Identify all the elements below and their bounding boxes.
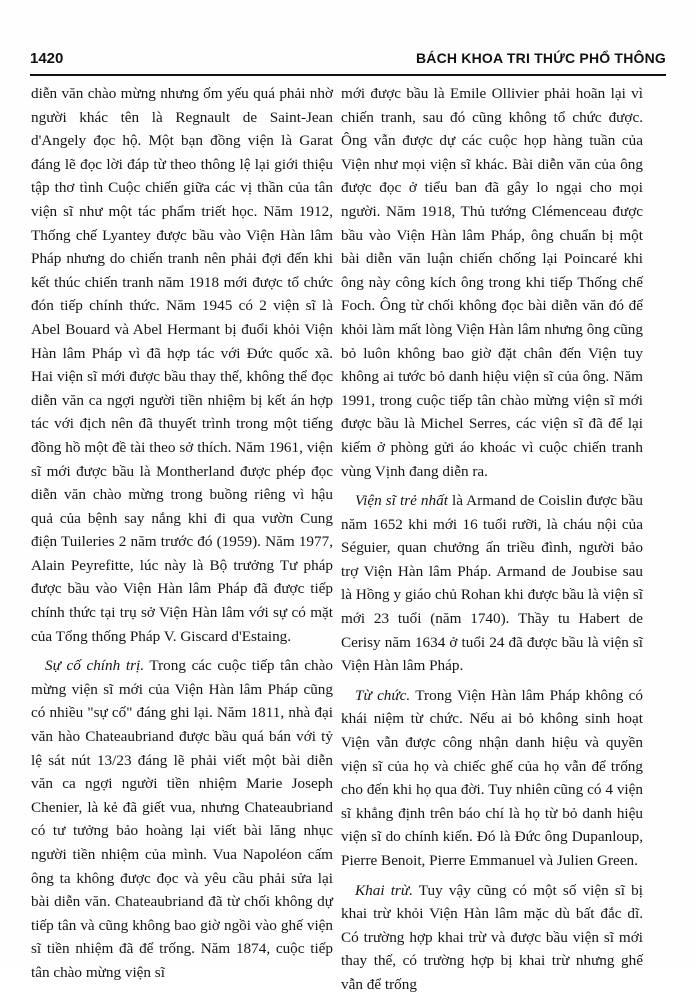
paragraph-youngest-member bbox=[341, 489, 643, 678]
paragraph-lead-resignation: Từ chức. bbox=[355, 686, 411, 704]
page-header bbox=[30, 50, 666, 76]
paragraph-continued-ollivier: mới được bầu là Emile Ollivier phải hoãn lại vì chiến tranh, sau đó cũng không tổ chức được. Ông vẫn được dự các cuộc họp hàng tuần của Viện như mọi viện sĩ khác. Bài diễn văn của ông được đọc ở tiểu ban đã gây lo ngại cho mọi người. Năm 1918, Thủ tướng Clémenceau được bầu vào Viện Hàn lâm Pháp, ông chuẩn bị một bài diễn văn luận chiến chống lại Poincaré khi ông này công kích ông trong khi tiếp Thống chế Foch. Ông từ chối không đọc bài diễn văn đó để khỏi làm mất lòng Viện Hàn lâm nhưng ông cũng bỏ luôn không bao giờ đặt chân đến Viện tuy không ai tước bỏ danh hiệu viện sĩ của ông. Năm 1991, trong cuộc tiếp tân chào mừng viện sĩ mới được bầu là Michel Serres, các viện sĩ đã để lại kiếm ở phòng gửi áo khoác vì cuộc chiến tranh vùng Vịnh đang diễn ra. bbox=[341, 85, 643, 480]
paragraph-body-youngest-member: là Armand de Coislin được bầu năm 1652 khi mới 16 tuổi rưỡi, là cháu nội của Séguier, quan chưởng ấn triều đình, người bảo trợ Viện Hàn lâm Pháp. Armand de Joubise sau là Hồng y giáo chủ Rohan khi được bầu là viện sĩ mới 23 tuổi (năm 1740). Thầy tu Habert de Cerisy năm 1634 ở tuổi 24 đã được bầu là viện sĩ Viện Hàn lâm Pháp. bbox=[341, 492, 643, 675]
right-column bbox=[341, 82, 643, 1003]
paragraph-political-incidents bbox=[31, 654, 333, 984]
paragraph-body-resignation: Trong Viện Hàn lâm Pháp không có khái niệm từ chức. Nếu ai bỏ không sinh hoạt Viện vẫn được công nhận danh hiệu và quyền viện sĩ của họ và chiếc ghế của họ vẫn để trống cho đến khi họ qua đời. Tuy nhiên cũng có 4 viện sĩ khẳng định trên báo chí là họ từ bỏ danh hiệu viện sĩ do chính kiến. Đó là Đức ông Dupanloup, Pierre Benoit, Pierre Emmanuel và Julien Green. bbox=[341, 686, 643, 869]
paragraph-continued-speech: diễn văn chào mừng nhưng ốm yếu quá phải nhờ người khác tên là Regnault de Saint-Jean d'Angely đọc hộ. Một bạn đồng viện là Garat đáng lẽ đọc lời đáp từ theo thông lệ lại giới thiệu tập thơ tình Cuộc chiến giữa các vị thần của tân viện sĩ như một tác phẩm triết học. Năm 1912, Thống chế Lyantey được bầu vào Viện Hàn lâm Pháp nhưng do chiến tranh nên phải đợi đến khi kết thúc chiến tranh năm 1918 mới được tổ chức đón tiếp chính thức. Năm 1945 có 2 viện sĩ là Abel Bouard và Abel Hermant bị đuổi khỏi Viện Hàn lâm Pháp vì đã hợp tác với Đức quốc xã. Hai viện sĩ mới được bầu thay thế, không thể đọc diễn văn ca ngợi người tiền nhiệm bị kết án hợp tác với địch nên đã thuyết trình trong một tiếng đồng hồ một đề tài theo sở thích. Năm 1961, viện sĩ mới được bầu là Montherland được phép đọc diễn văn chào mừng trong buồng riêng vì hậu quả của bệnh say nắng khi đi qua vườn Cung điện Tuileries 2 năm trước đó (1959). Năm 1977, Alain Peyrefitte, lúc này là Bộ trưởng Tư pháp được bầu vào Viện Hàn lâm Pháp đã được tiếp chính thức tại trụ sở Viện Hàn lâm với sự có mặt của Tổng thống Pháp V. Giscard d'Estaing. bbox=[31, 85, 333, 645]
paragraph-expulsion bbox=[341, 879, 643, 997]
paragraph-body-political-incidents: Trong các cuộc tiếp tân chào mừng viện sĩ mới của Viện Hàn lâm Pháp cũng có nhiều "sự cố" đáng ghi lại. Năm 1811, nhà đại văn hào Chateaubriand được bầu quá bán với tỷ lệ sát nút 13/23 đáng lẽ phải viết một bài diễn văn ca ngợi người tiền nhiệm Marie Joseph Chenier, là kẻ đã giết vua, nhưng Chateaubriand có tư tưởng bảo hoàng lại viết bài lăng nhục người tiền nhiệm của mình. Vua Napoléon cấm ông ta không được đọc và yêu cầu phải sửa lại bài diễn văn. Chateaubriand đã từ chối không dự tiếp tân và cũng không bao giờ ngồi vào ghế viện sĩ tiền nhiệm đã để trống. Năm 1874, cuộc tiếp tân chào mừng viện sĩ bbox=[31, 657, 333, 981]
paragraph-body-expulsion: Tuy vậy cũng có một số viện sĩ bị khai trừ khỏi Viện Hàn lâm mặc dù bất đắc dĩ. Có trường hợp khai trừ và được bầu viện sĩ mới thay thế, có trường hợp bị khai trừ nhưng ghế vẫn để trống bbox=[341, 881, 643, 993]
paragraph-lead-political-incidents: Sự cố chính trị. bbox=[45, 657, 144, 675]
page-number: 1420 bbox=[30, 50, 64, 67]
left-column bbox=[31, 82, 333, 991]
running-title: BÁCH KHOA TRI THỨC PHỔ THÔNG bbox=[415, 50, 666, 66]
paragraph-lead-youngest-member: Viện sĩ trẻ nhất bbox=[355, 492, 448, 510]
paragraph-resignation bbox=[341, 684, 643, 873]
paragraph-lead-expulsion: Khai trừ. bbox=[355, 881, 413, 899]
